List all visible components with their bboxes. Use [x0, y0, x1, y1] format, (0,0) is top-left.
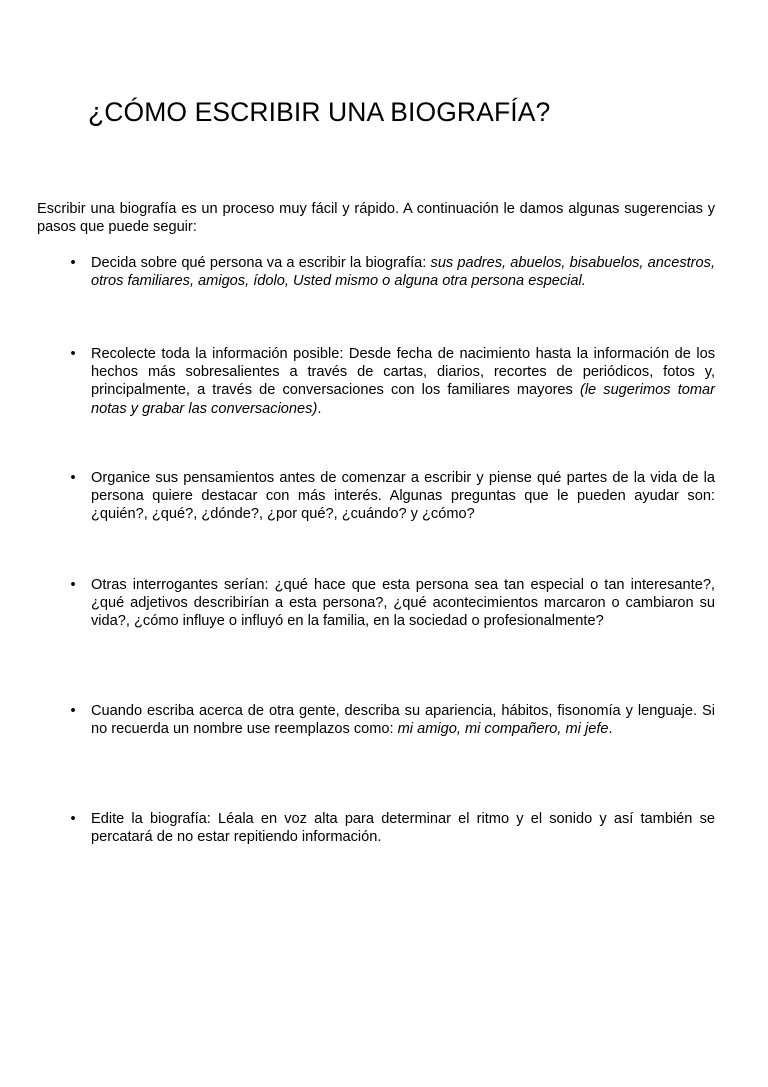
list-item-body: Otras interrogantes serían: ¿qué hace que esta persona sea tan especial o tan interesante?, ¿qué adjetivos describirían a esta persona?, ¿qué acontecimientos marcaron o cambiaron su vida?, ¿cómo influye o influyó en la familia, en la sociedad o profesionalmente? [91, 577, 715, 630]
list-item-text [91, 345, 715, 418]
bullet-icon: • [70, 577, 76, 593]
list-item-text [91, 810, 715, 846]
list-item-tail: . [317, 400, 322, 417]
list-item [55, 254, 715, 290]
list-item-tail: . [608, 721, 613, 738]
intro-paragraph: Escribir una biografía es un proceso muy fácil y rápido. A continuación le damos algunas sugerencias y pasos que puede seguir: [37, 201, 715, 236]
bullet-icon: • [70, 255, 76, 271]
list-item-italic: sus padres, abuelos, bisabuelos, ancestros, otros familiares, amigos, ídolo, Usted mismo o alguna otra persona especial. [91, 255, 716, 290]
list-item-body: Edite la biografía: Léala en voz alta para determinar el ritmo y el sonido y así también se percatará de no estar repitiendo información. [91, 811, 715, 846]
list-item-body: Recolecte toda la información posible: Desde fecha de nacimiento hasta la información de los hechos más sobresalientes a través de cartas, diarios, recortes de periódicos, fotos y, principalmente, a través de conversaciones con los familiares mayores [91, 346, 715, 399]
list-item [55, 810, 715, 846]
bullet-icon: • [70, 703, 76, 719]
list-item [55, 576, 715, 631]
list-item-text [91, 254, 715, 290]
list-item [55, 702, 715, 738]
list-item-text [91, 469, 715, 524]
bullet-icon: • [70, 470, 76, 486]
bullet-icon: • [70, 346, 76, 362]
list-item [55, 469, 715, 524]
list-item-body: Decida sobre qué persona va a escribir la biografía: [91, 255, 431, 271]
list-item-text [91, 702, 715, 738]
page-title: ¿CÓMO ESCRIBIR UNA BIOGRAFÍA? [88, 97, 551, 127]
list-item-italic: mi amigo, mi compañero, mi jefe [397, 721, 609, 738]
list-item [55, 345, 715, 418]
list-item-body: Organice sus pensamientos antes de comenzar a escribir y piense qué partes de la vida de la persona quiere destacar con más interés. Algunas preguntas que le pueden ayudar son: ¿quién?, ¿qué?, ¿dónde?, ¿por qué?, ¿cuándo? y ¿cómo? [91, 470, 715, 523]
list-item-body: Cuando escriba acerca de otra gente, describa su apariencia, hábitos, fisonomía y lenguaje. Si no recuerda un nombre use reemplazos como: [91, 703, 715, 738]
list-item-italic: (le sugerimos tomar notas y grabar las conversaciones) [91, 382, 715, 417]
bullet-icon: • [70, 811, 76, 827]
list-item-text [91, 576, 715, 631]
